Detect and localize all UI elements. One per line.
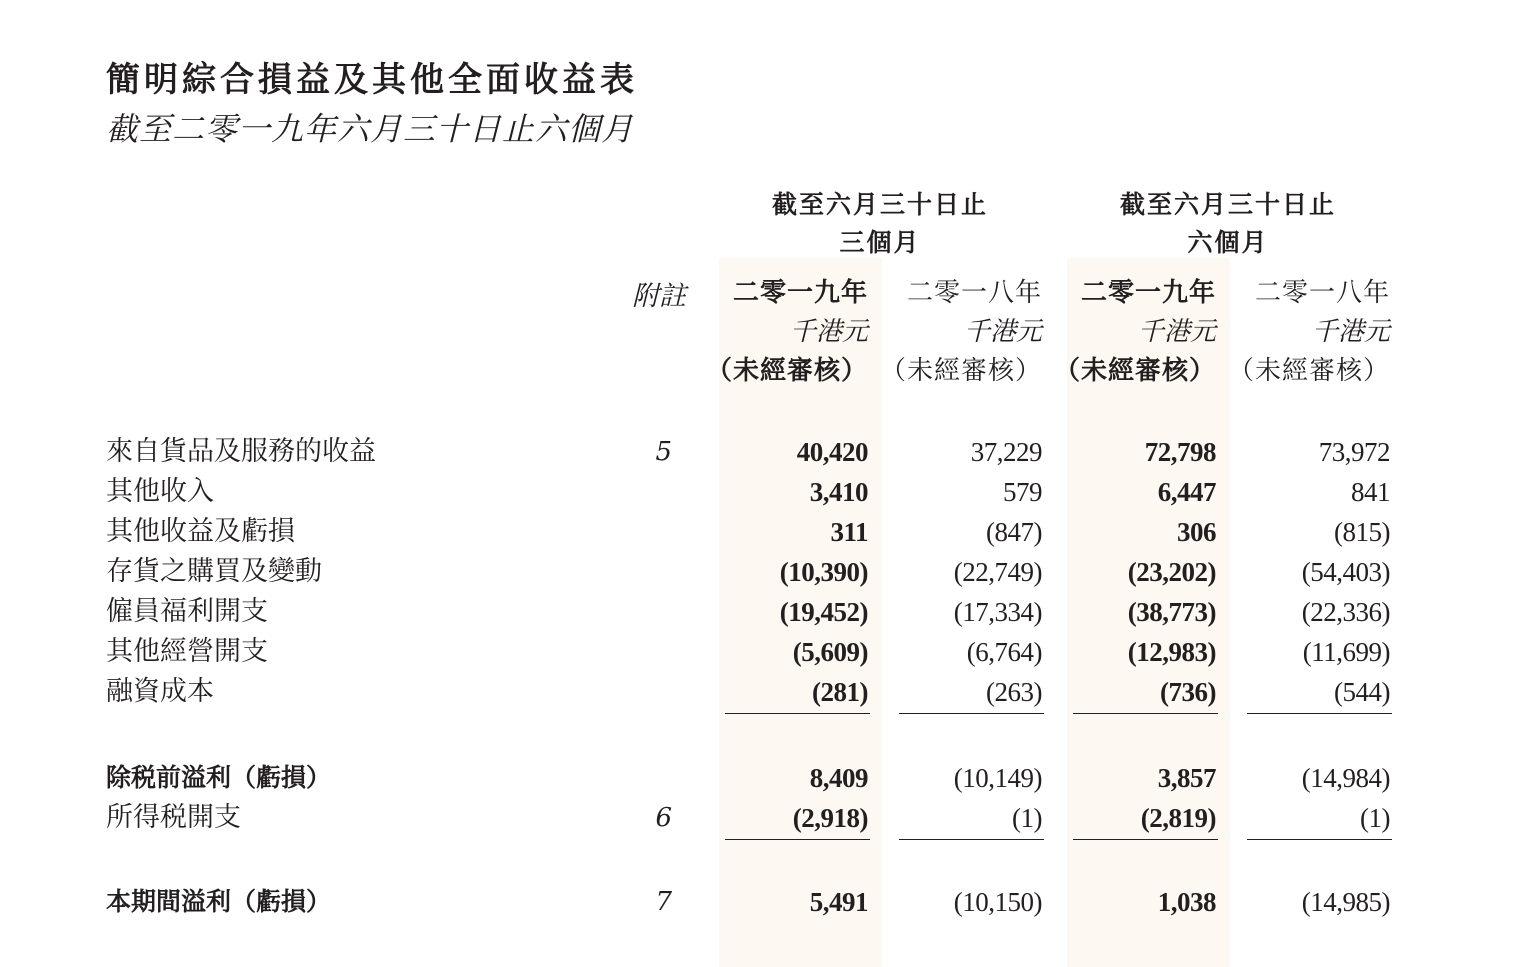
column-header-3m-2018 [870, 274, 1042, 391]
subtotal-rule [725, 713, 870, 714]
value-6m-2018: (14,984) [1301, 763, 1390, 793]
row-inventory-changes [0, 552, 1526, 592]
statement-period: 截至二零一九年六月三十日止六個月 [106, 110, 635, 148]
value-6m-2019: (38,773) [1127, 597, 1216, 627]
column-audit-status: （未經審核） [879, 356, 1042, 386]
value-3m-2019: (10,390) [779, 557, 868, 587]
value-3m-2019: (19,452) [779, 597, 868, 627]
value-6m-2019: 306 [1177, 517, 1216, 547]
row-note: 6 [655, 803, 672, 833]
value-6m-2019: 72,798 [1144, 437, 1216, 467]
value-6m-2018: (54,403) [1301, 557, 1390, 587]
value-6m-2019: (12,983) [1127, 637, 1216, 667]
row-profit-for-period [0, 882, 1526, 922]
six-months-group-header [1068, 186, 1388, 262]
value-6m-2018: (22,336) [1301, 597, 1390, 627]
group-header-line2: 三個月 [839, 228, 921, 257]
value-6m-2019: (23,202) [1127, 557, 1216, 587]
row-label: 僱員福利開支 [106, 596, 268, 627]
value-3m-2019: 3,410 [809, 477, 868, 507]
row-employee-benefits [0, 592, 1526, 632]
value-6m-2018: (1) [1360, 803, 1390, 833]
row-label: 其他收益及虧損 [106, 516, 295, 547]
value-3m-2018: (263) [986, 677, 1042, 707]
row-revenue [0, 432, 1526, 472]
value-6m-2019: (736) [1160, 677, 1216, 707]
subtotal-rule [725, 839, 870, 840]
value-6m-2018: (14,985) [1301, 887, 1390, 917]
value-3m-2019: (281) [812, 677, 868, 707]
subtotal-rule [899, 839, 1044, 840]
value-3m-2019: 311 [830, 517, 868, 547]
column-header-3m-2019 [696, 274, 868, 391]
column-year: 二零一八年 [906, 278, 1042, 308]
column-year: 二零一九年 [732, 278, 868, 308]
value-3m-2018: (17,334) [953, 597, 1042, 627]
column-audit-status: （未經審核） [1227, 356, 1390, 386]
row-label: 存貨之購買及變動 [106, 556, 322, 587]
value-3m-2019: 5,491 [809, 887, 868, 917]
value-6m-2018: 73,972 [1318, 437, 1390, 467]
value-6m-2019: 6,447 [1157, 477, 1216, 507]
value-3m-2019: (5,609) [792, 637, 868, 667]
value-3m-2018: (6,764) [966, 637, 1042, 667]
value-3m-2019: 8,409 [809, 763, 868, 793]
value-6m-2019: 3,857 [1157, 763, 1216, 793]
row-label: 所得税開支 [106, 802, 241, 833]
column-unit: 千港元 [963, 317, 1042, 347]
row-profit-before-tax [0, 758, 1526, 798]
subtotal-rule [1073, 713, 1218, 714]
value-6m-2018: (11,699) [1302, 637, 1390, 667]
group-header-line2: 六個月 [1187, 228, 1269, 257]
value-3m-2018: (10,150) [953, 887, 1042, 917]
row-label: 融資成本 [106, 676, 214, 707]
value-3m-2018: (22,749) [953, 557, 1042, 587]
subtotal-rule [899, 713, 1044, 714]
value-3m-2018: (10,149) [953, 763, 1042, 793]
row-label: 來自貨品及服務的收益 [106, 436, 376, 467]
row-label: 除税前溢利（虧損） [106, 763, 332, 792]
column-header-6m-2018 [1218, 274, 1390, 391]
row-finance-costs [0, 672, 1526, 712]
column-audit-status: （未經審核） [705, 356, 868, 386]
value-3m-2019: (2,918) [792, 803, 868, 833]
row-note: 7 [655, 887, 672, 917]
row-label: 本期間溢利（虧損） [106, 887, 332, 916]
value-3m-2018: (1) [1012, 803, 1042, 833]
row-other-income [0, 472, 1526, 512]
value-6m-2018: (815) [1334, 517, 1390, 547]
value-6m-2018: 841 [1351, 477, 1390, 507]
row-note: 5 [655, 437, 672, 467]
column-unit: 千港元 [1311, 317, 1390, 347]
column-audit-status: （未經審核） [1053, 356, 1216, 386]
value-3m-2018: 579 [1003, 477, 1042, 507]
value-3m-2019: 40,420 [796, 437, 868, 467]
subtotal-rule [1247, 839, 1392, 840]
row-label: 其他經營開支 [106, 636, 268, 667]
value-3m-2018: 37,229 [970, 437, 1042, 467]
group-header-line1: 截至六月三十日止 [1119, 190, 1336, 219]
column-unit: 千港元 [789, 317, 868, 347]
column-year: 二零一八年 [1254, 278, 1390, 308]
row-label: 其他收入 [106, 476, 214, 507]
subtotal-rule [1073, 839, 1218, 840]
note-column-header: 附註 [632, 281, 686, 312]
row-other-gains-losses [0, 512, 1526, 552]
row-income-tax [0, 798, 1526, 838]
row-other-operating-expenses [0, 632, 1526, 672]
value-6m-2018: (544) [1334, 677, 1390, 707]
column-unit: 千港元 [1137, 317, 1216, 347]
value-6m-2019: 1,038 [1157, 887, 1216, 917]
value-3m-2018: (847) [986, 517, 1042, 547]
subtotal-rule [1247, 713, 1392, 714]
group-header-line1: 截至六月三十日止 [771, 190, 988, 219]
column-header-6m-2019 [1044, 274, 1216, 391]
value-6m-2019: (2,819) [1140, 803, 1216, 833]
statement-title: 簡明綜合損益及其他全面收益表 [106, 60, 638, 100]
three-months-group-header [720, 186, 1040, 262]
column-year: 二零一九年 [1080, 278, 1216, 308]
